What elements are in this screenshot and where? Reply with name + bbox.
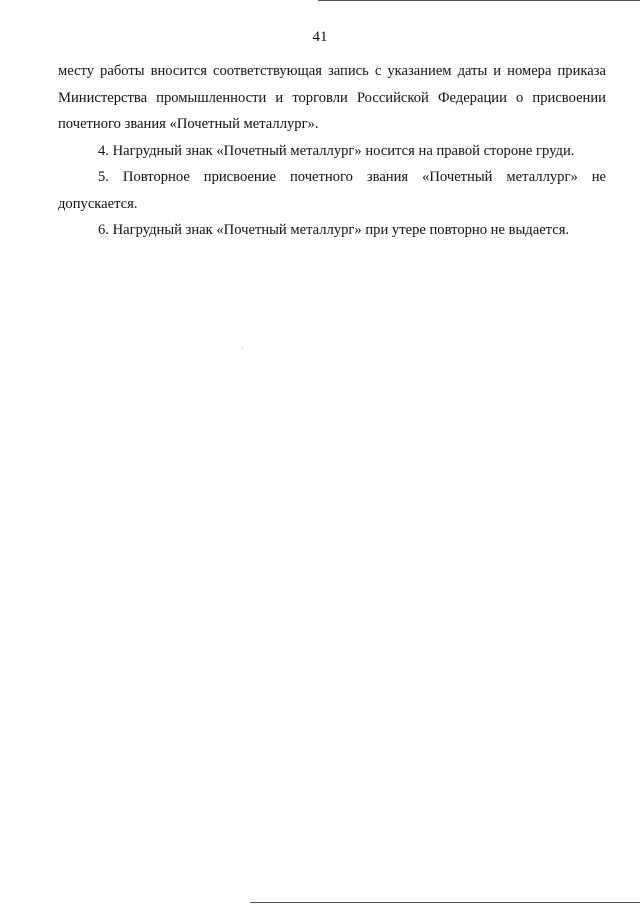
paragraph-item-6: 6. Нагрудный знак «Почетный металлург» при утере повторно не выдается.	[98, 222, 570, 238]
paragraph-item-5: 5. Повторное присвоение почетного звания «Почетный металлург» не допускается.	[58, 169, 606, 212]
paragraph-continuation: месту работы вносится соответствующая запись с указанием даты и номера приказа Министерства промышленности и торговли Российской Федерации о присвоении почетного звания «Почетный металлург».	[58, 63, 606, 132]
paragraph-item-4: 4. Нагрудный знак «Почетный металлург» носится на правой стороне груди.	[98, 142, 575, 159]
page-number: 41	[312, 29, 328, 45]
top-border-line	[318, 0, 640, 1]
scan-speck	[242, 348, 243, 349]
document-body	[58, 58, 606, 244]
bottom-border-line	[250, 902, 640, 903]
